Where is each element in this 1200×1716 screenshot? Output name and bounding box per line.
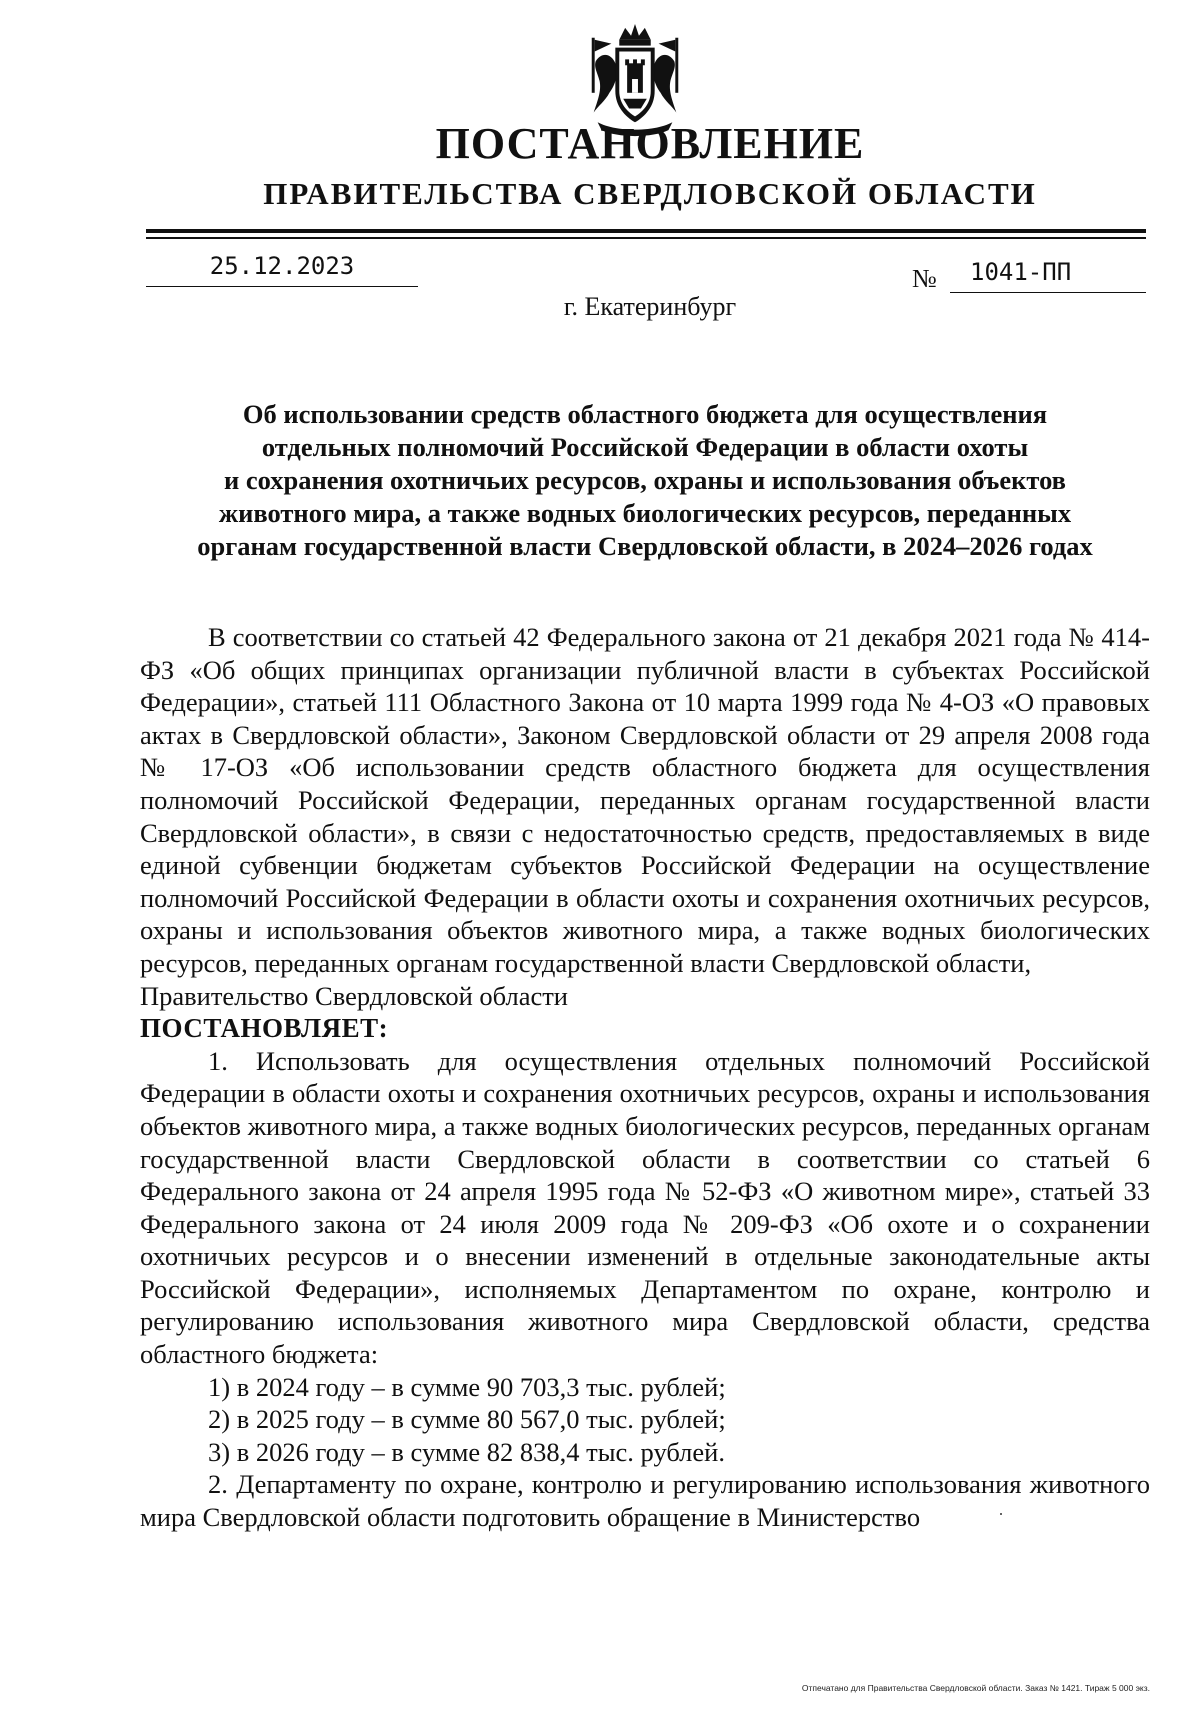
clause-1: 1. Использовать для осуществления отдельных полномочий Российской Федерации в области охоты и сохранения охотничьих ресурсов, охраны и использования объектов животного мира, а также водных биологических ресурсов, переданных органам государственной власти Свердловской области в соответствии со статьей 6 Федерального закона от 24 апреля 1995 года № 52-ФЗ «О животном мире», статьей 33 Федерального закона от 24 июля 2009 года № 209-ФЗ «Об охоте и о сохранении охотничьих ресурсов и о внесении изменений в отдельные законодательные акты Российской Федерации», исполняемых Департаментом по охране, контролю и регулированию использования животного мира Свердловской области, средства областного бюджета: [140,1045,1150,1370]
city: г. Екатеринбург [563,292,737,321]
list-item: 2) в 2025 году – в сумме 80 567,0 тыс. рублей; [208,1404,726,1435]
title-line: и сохранения охотничьих ресурсов, охраны и использования объектов [224,465,1066,495]
title-line: органам государственной власти Свердловской области, в 2024–2026 годах [197,531,1093,561]
scan-speck [1000,1513,1002,1515]
document-body [140,621,1150,1534]
document-number: 1041-ПП [950,258,1146,293]
list-item: 3) в 2026 году – в сумме 82 838,4 тыс. рублей. [208,1436,725,1467]
header-divider-thick [146,229,1146,233]
preamble-tail: Правительство Свердловской области [140,980,568,1011]
issuing-authority: ПРАВИТЕЛЬСТВА СВЕРДЛОВСКОЙ ОБЛАСТИ [263,176,1037,211]
title-line: Об использовании средств областного бюджета для осуществления [242,399,1048,429]
list-item: 1) в 2024 году – в сумме 90 703,3 тыс. рублей; [208,1371,726,1402]
preamble-paragraph: В соответствии со статьей 42 Федерального закона от 21 декабря 2021 года № 414-ФЗ «Об общих принципах организации публичной власти в субъектах Российской Федерации», статьей 111 Областного Закона от 10 марта 1999 года № 4-ОЗ «О правовых актах в Свердловской области», Законом Свердловской области от 29 апреля 2008 года № 17-ОЗ «Об использовании средств областного бюджета для осуществления полномочий Российской Федерации, переданных органам государственной власти Свердловской области», в связи с недостаточностью средств, предоставляемых в виде единой субвенции бюджетам субъектов Российской Федерации на осуществление полномочий Российской Федерации в области охоты и сохранения охотничьих ресурсов, охраны и использования объектов животного мира, а также водных биологических ресурсов, переданных органам государственной власти Свердловской области, [140,622,1150,978]
document-title [140,398,1150,563]
document-date: 25.12.2023 [146,252,418,287]
page-title: ПОСТАНОВЛЕНИЕ [435,119,865,168]
number-sign: № [912,264,937,293]
resolves-heading: ПОСТАНОВЛЯЕТ: [140,1013,389,1044]
clause-2: 2. Департаменту по охране, контролю и регулированию использования животного мира Свердловской области подготовить обращение в Министерство [140,1469,1150,1533]
title-line: отдельных полномочий Российской Федерации в области охоты [261,432,1029,462]
title-line: животного мира, а также водных биологических ресурсов, переданных [218,498,1072,528]
header-divider-thin [146,237,1146,239]
print-note: Отпечатано для Правительства Свердловской области. Заказ № 1421. Тираж 5 000 экз. [801,1683,1150,1693]
